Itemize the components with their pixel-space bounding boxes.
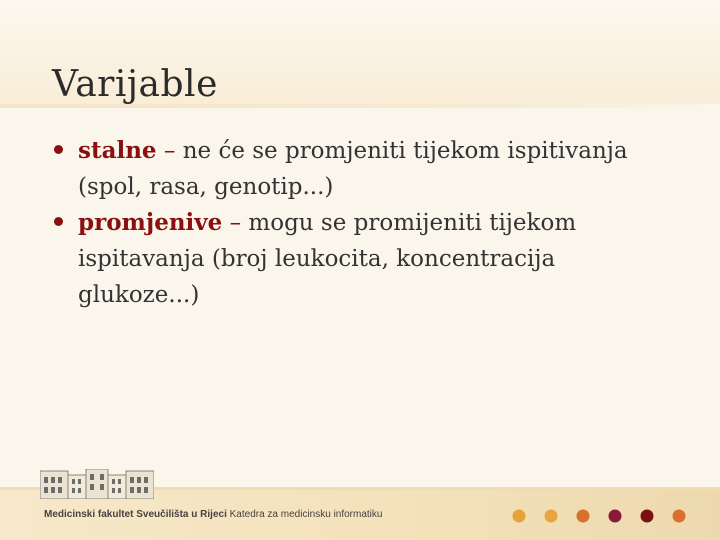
bullet-description: ne će se promjeniti tijekom ispitivanja (spol, rasa, genotip...) — [78, 138, 628, 200]
footer-department: Katedra za medicinsku informatiku — [226, 509, 383, 520]
bullet-item-promjenive — [52, 205, 672, 313]
bullet-list — [52, 133, 672, 313]
bullet-term: stalne — [78, 137, 157, 164]
bullet-dot-icon — [54, 145, 63, 154]
dot-icon — [577, 510, 590, 523]
dot-icon — [673, 510, 686, 523]
decorative-dots — [510, 506, 690, 526]
dot-icon — [609, 510, 622, 523]
footer-caption — [44, 509, 382, 520]
dot-icon — [545, 510, 558, 523]
footer-institution: Medicinski fakultet Sveučilišta u Rijeci — [44, 509, 227, 520]
bullet-dash: – — [222, 210, 249, 236]
dot-icon — [641, 510, 654, 523]
dot-icon — [513, 510, 526, 523]
faculty-building-icon — [40, 469, 154, 499]
bullet-term: promjenive — [78, 209, 223, 236]
slide-title: Varijable — [52, 64, 218, 105]
bullet-dot-icon — [54, 217, 63, 226]
bullet-item-stalne — [52, 133, 672, 205]
bullet-dash: – — [156, 138, 183, 164]
bullet-description: mogu se promijeniti tijekom ispitavanja (broj leukocita, koncentracija glukoze...) — [78, 210, 577, 308]
